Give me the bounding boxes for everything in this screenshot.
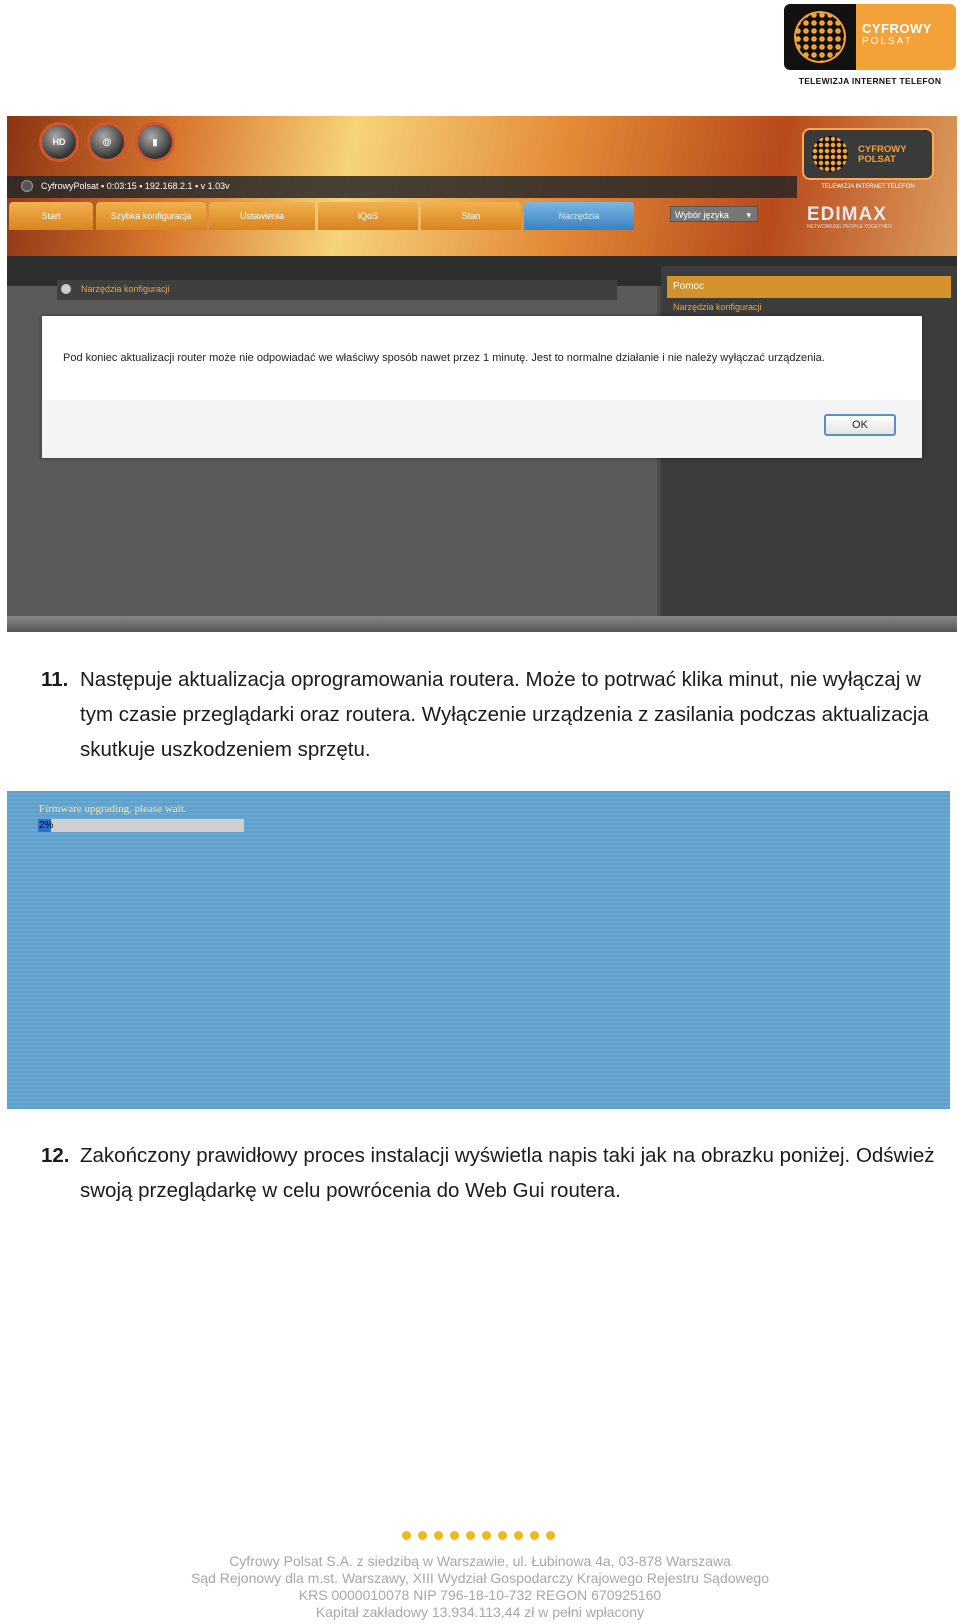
footer-line: Cyfrowy Polsat S.A. z siedzibą w Warszawie, ul. Łubinowa 4a, 03-878 Warszawa <box>229 1553 731 1569</box>
tab-tools[interactable]: Narzędzia <box>524 202 634 230</box>
hd-icon[interactable]: HD <box>39 122 79 162</box>
tab-iqos[interactable]: iQoS <box>318 202 418 230</box>
step-number: 12. <box>41 1144 70 1167</box>
globe-icon <box>812 136 848 172</box>
radio-icon <box>61 284 71 294</box>
edimax-tagline: NETWORKING PEOPLE TOGETHER <box>807 224 892 230</box>
step-text: Zakończony prawidłowy proces instalacji wyświetla napis taki jak na obrazku poniżej. Odśwież swoją przeglądarkę w celu powrócenia do Web Gui routera. <box>80 1144 935 1202</box>
router-ui-screenshot <box>7 116 957 632</box>
internet-icon[interactable]: @ <box>87 122 127 162</box>
power-icon <box>21 180 33 192</box>
help-title: Pomoc <box>667 276 951 298</box>
dot-icon <box>450 1531 459 1540</box>
step-number: 11. <box>41 668 69 691</box>
logo-word-line2: POLSAT <box>862 36 913 47</box>
decorative-dots <box>402 1531 555 1540</box>
tab-start[interactable]: Start <box>9 202 93 230</box>
logo-word-line1: CYFROWY <box>862 21 932 36</box>
progress-label: 2% <box>39 820 54 831</box>
step-text: Następuje aktualizacja oprogramowania routera. Może to potrwać klika minut, nie wyłączaj w tym czasie przeglądarki oraz routera. Wyłączenie urządzenia z zasilania podczas aktualizacja skutkuje uszkodzeniem sprzętu. <box>80 668 929 761</box>
phone-icon[interactable]: ▮ <box>135 122 175 162</box>
edimax-logo: EDIMAX <box>807 204 887 225</box>
alert-message: Pod koniec aktualizacji router może nie odpowiadać we właściwy sposób nawet przez 1 minutę. Jest to normalne działanie i nie należy wyłączać urządzenia. <box>63 352 825 364</box>
footer-line: Kapitał zakładowy 13.934.113,44 zł w pełni wpłacony <box>315 1604 645 1620</box>
logo-tagline: TELEWIZJA INTERNET TELEFON <box>798 76 942 86</box>
language-select[interactable]: Wybór języka ▾ <box>670 206 758 222</box>
dot-icon <box>466 1531 475 1540</box>
logo-badge <box>784 4 956 70</box>
dot-icon <box>514 1531 523 1540</box>
ok-button[interactable]: OK <box>824 414 896 436</box>
status-bar: CyfrowyPolsat ▪ 0:03:15 ▪ 192.168.2.1 ▪ v 1.03v <box>41 181 230 191</box>
brand-tagline: TELEWIZJA INTERNET TELEFON <box>821 184 915 190</box>
tab-status[interactable]: Stan <box>421 202 521 230</box>
dot-icon <box>418 1531 427 1540</box>
alert-dialog <box>42 316 922 458</box>
dot-icon <box>482 1531 491 1540</box>
brand-logo: CYFROWY POLSAT <box>802 128 934 180</box>
firmware-upgrade-screenshot <box>7 791 950 1109</box>
dot-icon <box>498 1531 507 1540</box>
dot-icon <box>402 1531 411 1540</box>
step-12 <box>41 1138 951 1208</box>
globe-icon <box>794 11 846 63</box>
tab-settings[interactable]: Ustawienia <box>209 202 315 230</box>
step-11 <box>41 662 951 767</box>
help-subtitle: Narzędzia konfiguracji <box>673 302 762 312</box>
tab-quick-setup[interactable]: Szybka konfiguracja <box>96 202 206 230</box>
menu-row-config-tools[interactable]: Narzędzia konfiguracji <box>57 280 617 300</box>
dot-icon <box>530 1531 539 1540</box>
progress-bar <box>38 819 244 832</box>
dot-icon <box>434 1531 443 1540</box>
dot-icon <box>546 1531 555 1540</box>
footer-line: KRS 0000010078 NIP 796-18-10-732 REGON 670925160 <box>298 1587 662 1603</box>
company-footer <box>0 1553 960 1621</box>
cyfrowy-polsat-logo <box>784 4 956 88</box>
firmware-message: Firmware upgrading, please wait. <box>39 803 187 815</box>
footer-line: Sąd Rejonowy dla m.st. Warszawy, XIII Wydział Gospodarczy Krajowego Rejestru Sądowego <box>190 1570 769 1586</box>
